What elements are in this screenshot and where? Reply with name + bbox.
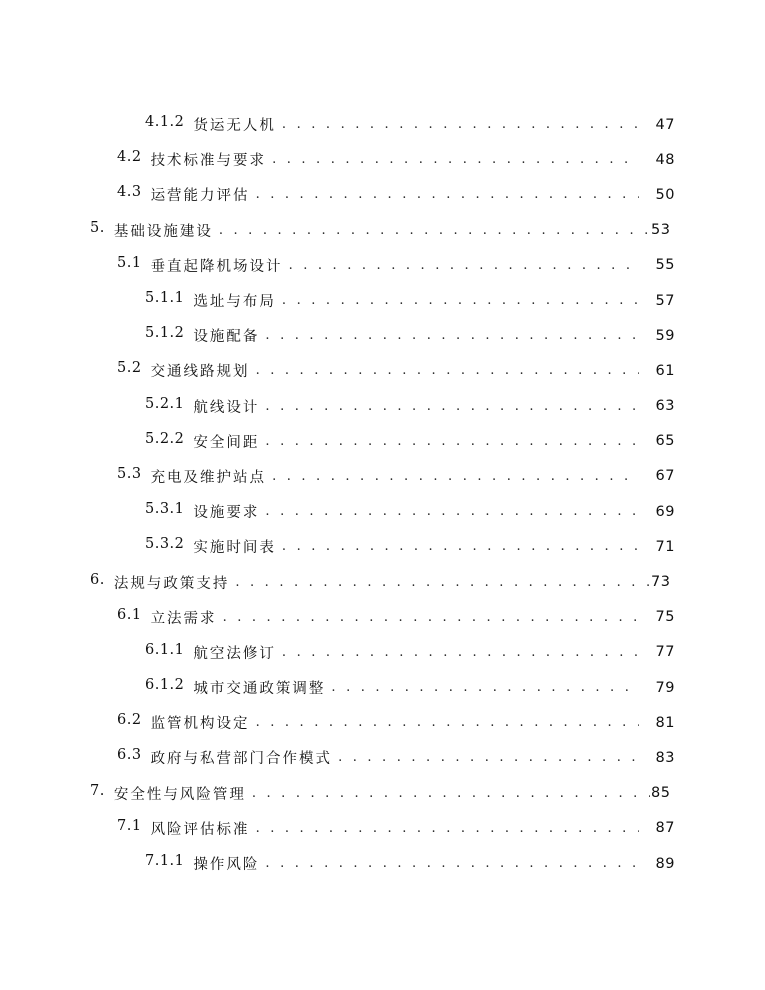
dot-leader bbox=[338, 750, 639, 765]
dot-leader bbox=[256, 715, 639, 730]
toc-entry-label bbox=[117, 466, 266, 487]
dot-leader bbox=[252, 786, 650, 801]
toc-entry[interactable] bbox=[0, 600, 765, 635]
toc-entry-label bbox=[145, 290, 276, 311]
toc-section-title: 风险评估标准 bbox=[150, 821, 250, 838]
toc-page-number: 59 bbox=[655, 327, 675, 344]
toc-entry-label bbox=[117, 255, 283, 276]
toc-section-number: 5.2.1 bbox=[145, 395, 185, 412]
toc-entry[interactable] bbox=[0, 740, 765, 775]
toc-section-title: 充电及维护站点 bbox=[150, 469, 267, 486]
toc-entry[interactable] bbox=[0, 107, 765, 142]
dot-leader bbox=[331, 680, 639, 695]
toc-entry-label bbox=[117, 360, 250, 381]
toc-entry-label bbox=[117, 818, 250, 839]
toc-entry-label bbox=[117, 747, 332, 768]
toc-page-number: 73 bbox=[651, 574, 671, 591]
toc-entry-label bbox=[145, 536, 276, 557]
dot-leader bbox=[235, 575, 650, 590]
toc-page-number: 53 bbox=[651, 222, 671, 239]
dot-leader bbox=[272, 469, 639, 484]
toc-page-number: 61 bbox=[655, 362, 675, 379]
toc-page-number: 83 bbox=[655, 749, 675, 766]
toc-section-title: 货运无人机 bbox=[193, 118, 276, 135]
toc-section-title: 法规与政策支持 bbox=[113, 575, 230, 592]
toc-entry[interactable] bbox=[0, 811, 765, 846]
toc-page-number: 85 bbox=[651, 785, 671, 802]
toc-section-number: 7.1 bbox=[117, 817, 142, 834]
toc-entry[interactable] bbox=[0, 142, 765, 177]
dot-leader bbox=[256, 821, 639, 836]
toc-entry[interactable] bbox=[0, 213, 765, 248]
toc-section-title: 政府与私营部门合作模式 bbox=[150, 751, 333, 768]
toc-entry[interactable] bbox=[0, 318, 765, 353]
dot-leader bbox=[282, 539, 639, 554]
dot-leader bbox=[272, 152, 639, 167]
toc-entry-label bbox=[145, 642, 276, 663]
toc-entry[interactable] bbox=[0, 529, 765, 564]
toc-section-number: 5.1.1 bbox=[145, 290, 185, 307]
dot-leader bbox=[282, 117, 639, 132]
toc-page-number: 69 bbox=[655, 503, 675, 520]
dot-leader bbox=[289, 258, 639, 273]
toc-page-number: 87 bbox=[655, 820, 675, 837]
toc-section-title: 运营能力评估 bbox=[150, 188, 250, 205]
toc-section-title: 垂直起降机场设计 bbox=[150, 258, 283, 275]
toc-section-title: 交通线路规划 bbox=[150, 364, 250, 381]
toc-entry-label bbox=[145, 677, 325, 698]
toc-page-number: 48 bbox=[655, 151, 675, 168]
toc-page-number: 50 bbox=[655, 186, 675, 203]
toc-section-number: 5.1 bbox=[117, 254, 142, 271]
toc-entry[interactable] bbox=[0, 353, 765, 388]
toc-entry-label bbox=[117, 149, 266, 170]
toc-page-number: 75 bbox=[655, 609, 675, 626]
toc-section-number: 6.2 bbox=[117, 712, 142, 729]
toc-entry[interactable] bbox=[0, 248, 765, 283]
toc-section-title: 选址与布局 bbox=[193, 294, 276, 311]
toc-page-number: 71 bbox=[655, 538, 675, 555]
toc-section-number: 5.3 bbox=[117, 465, 142, 482]
toc-section-title: 技术标准与要求 bbox=[150, 153, 267, 170]
dot-leader bbox=[265, 504, 639, 519]
toc-entry-label bbox=[90, 572, 229, 593]
toc-section-title: 立法需求 bbox=[150, 610, 217, 627]
toc-page-number: 77 bbox=[655, 644, 675, 661]
toc-entry-label bbox=[90, 220, 213, 241]
toc-section-title: 设施要求 bbox=[193, 505, 260, 522]
toc-page-number: 79 bbox=[655, 679, 675, 696]
toc-section-title: 安全间距 bbox=[193, 434, 260, 451]
toc-section-number: 7. bbox=[90, 782, 105, 799]
toc-page-number: 67 bbox=[655, 468, 675, 485]
table-of-contents bbox=[0, 107, 765, 881]
toc-entry-label bbox=[145, 853, 259, 874]
toc-entry-label bbox=[117, 712, 250, 733]
dot-leader bbox=[282, 645, 639, 660]
toc-section-number: 5.3.2 bbox=[145, 536, 185, 553]
toc-section-title: 安全性与风险管理 bbox=[113, 786, 246, 803]
toc-entry[interactable] bbox=[0, 670, 765, 705]
toc-entry-label bbox=[145, 114, 276, 135]
dot-leader bbox=[282, 293, 639, 308]
dot-leader bbox=[256, 187, 639, 202]
toc-section-title: 实施时间表 bbox=[193, 540, 276, 557]
toc-section-number: 4.2 bbox=[117, 149, 142, 166]
toc-section-title: 航线设计 bbox=[193, 399, 260, 416]
toc-section-number: 5.2.2 bbox=[145, 430, 185, 447]
toc-section-title: 操作风险 bbox=[193, 857, 260, 874]
toc-entry[interactable] bbox=[0, 494, 765, 529]
toc-entry[interactable] bbox=[0, 635, 765, 670]
toc-entry-label bbox=[117, 607, 217, 628]
toc-section-number: 5.3.1 bbox=[145, 501, 185, 518]
toc-section-number: 7.1.1 bbox=[145, 853, 185, 870]
toc-section-title: 航空法修订 bbox=[193, 645, 276, 662]
toc-entry[interactable] bbox=[0, 564, 765, 599]
dot-leader bbox=[265, 434, 639, 449]
toc-section-number: 5.2 bbox=[117, 360, 142, 377]
dot-leader bbox=[265, 328, 639, 343]
toc-entry[interactable] bbox=[0, 177, 765, 212]
toc-entry-label bbox=[145, 325, 259, 346]
toc-section-number: 5. bbox=[90, 219, 105, 236]
toc-page-number: 57 bbox=[655, 292, 675, 309]
dot-leader bbox=[265, 856, 639, 871]
toc-page-number: 89 bbox=[655, 855, 675, 872]
toc-page-number: 65 bbox=[655, 433, 675, 450]
toc-entry[interactable] bbox=[0, 846, 765, 881]
toc-entry-label bbox=[90, 783, 246, 804]
toc-page-number: 55 bbox=[655, 257, 675, 274]
toc-entry-label bbox=[117, 184, 250, 205]
toc-entry-label bbox=[145, 431, 259, 452]
toc-entry-label bbox=[145, 396, 259, 417]
toc-section-title: 基础设施建设 bbox=[113, 223, 213, 240]
toc-section-number: 4.1.2 bbox=[145, 114, 185, 131]
toc-section-number: 6.1 bbox=[117, 606, 142, 623]
toc-entry-label bbox=[145, 501, 259, 522]
toc-page-number: 81 bbox=[655, 714, 675, 731]
toc-entry[interactable] bbox=[0, 389, 765, 424]
dot-leader bbox=[223, 610, 639, 625]
toc-page-number: 63 bbox=[655, 398, 675, 415]
toc-entry[interactable] bbox=[0, 705, 765, 740]
toc-section-title: 监管机构设定 bbox=[150, 716, 250, 733]
toc-page-number: 47 bbox=[655, 116, 675, 133]
toc-entry[interactable] bbox=[0, 776, 765, 811]
dot-leader bbox=[256, 363, 639, 378]
toc-section-number: 6.1.2 bbox=[145, 677, 185, 694]
toc-entry[interactable] bbox=[0, 283, 765, 318]
toc-section-title: 设施配备 bbox=[193, 329, 260, 346]
toc-section-number: 6.1.1 bbox=[145, 641, 185, 658]
toc-section-number: 5.1.2 bbox=[145, 325, 185, 342]
toc-entry[interactable] bbox=[0, 424, 765, 459]
toc-entry[interactable] bbox=[0, 459, 765, 494]
toc-section-number: 6.3 bbox=[117, 747, 142, 764]
toc-section-number: 6. bbox=[90, 571, 105, 588]
toc-section-title: 城市交通政策调整 bbox=[193, 681, 326, 698]
dot-leader bbox=[219, 223, 650, 238]
dot-leader bbox=[265, 399, 639, 414]
toc-section-number: 4.3 bbox=[117, 184, 142, 201]
